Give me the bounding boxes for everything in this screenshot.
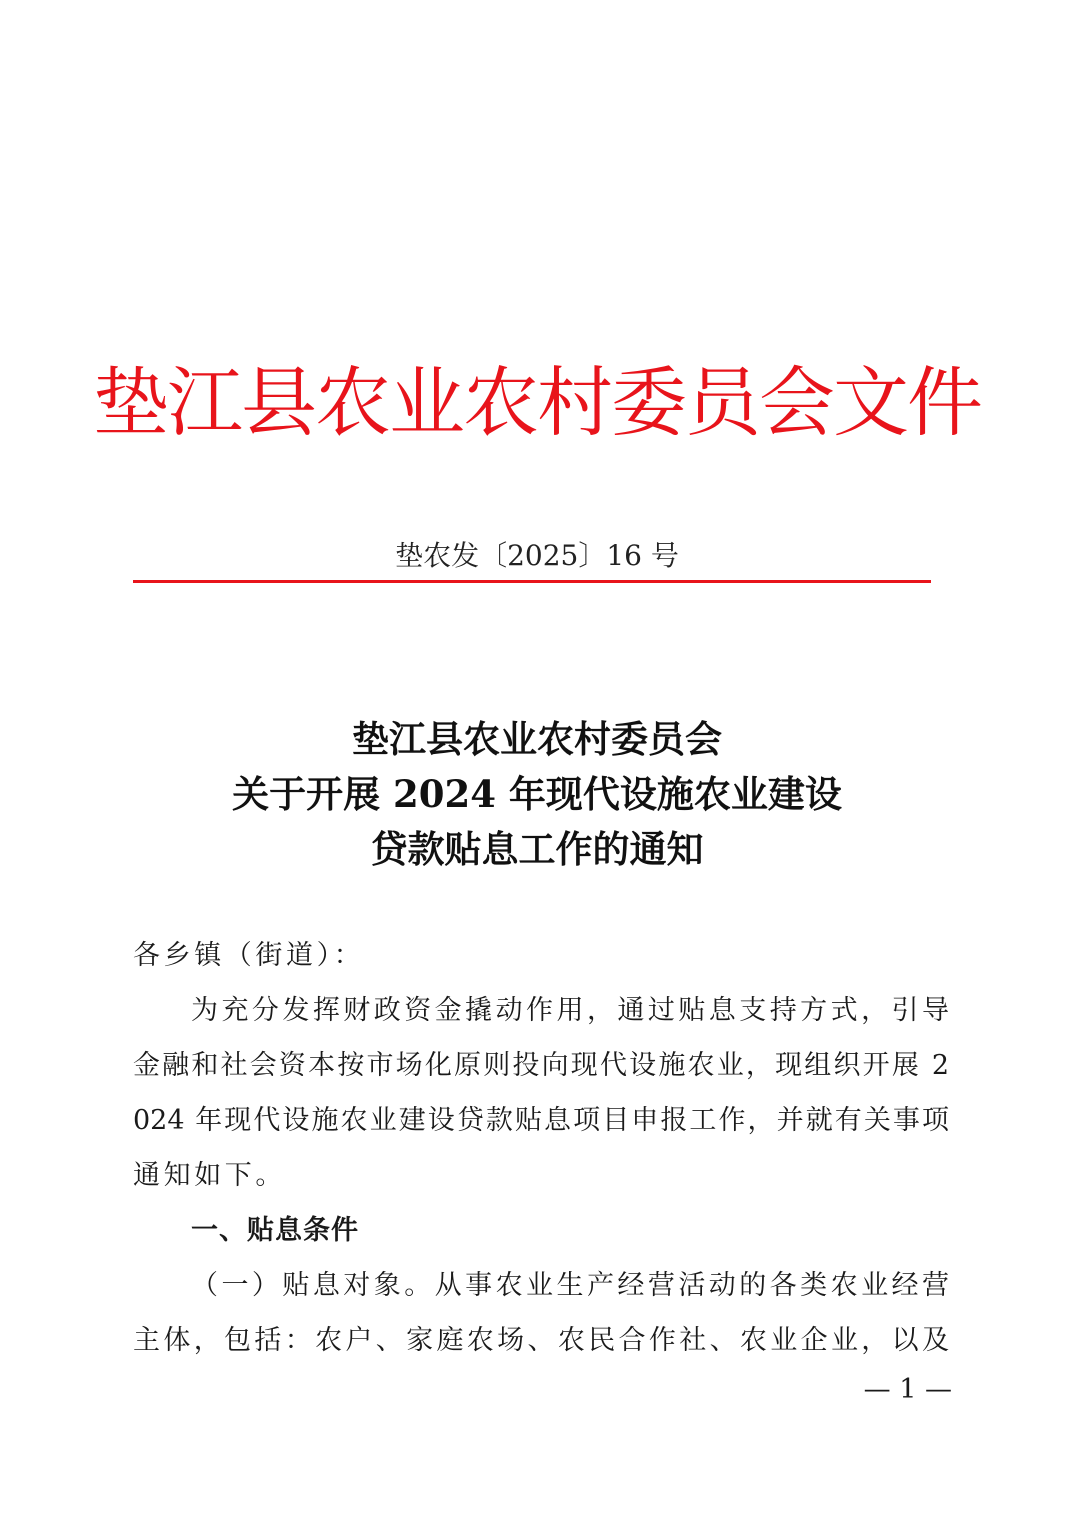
body-line: （一）贴息对象。从事农业生产经营活动的各类农业经营 xyxy=(191,1270,949,1301)
body-line: 主体，包括：农户、家庭农场、农民合作社、农业企业，以及 xyxy=(133,1325,949,1356)
notice-title-line-1: 垫江县农业农村委员会 xyxy=(352,717,722,761)
body-line: 为充分发挥财政资金撬动作用，通过贴息支持方式，引导 xyxy=(191,995,949,1026)
salutation: 各乡镇（街道）： xyxy=(133,940,365,971)
red-separator-rule xyxy=(133,580,931,583)
issuer-header-title: 垫江县农业农村委员会文件 xyxy=(93,358,981,447)
page-number: — 1 — xyxy=(863,1374,952,1405)
notice-title-line-3: 贷款贴息工作的通知 xyxy=(370,827,704,871)
body-line: 024 年现代设施农业建设贷款贴息项目申报工作，并就有关事项 xyxy=(133,1105,949,1136)
document-number: 垫农发〔2025〕16 号 xyxy=(395,539,679,572)
body-line: 通知如下。 xyxy=(133,1160,286,1191)
notice-title-line-2: 关于开展 2024 年现代设施农业建设 xyxy=(232,772,842,816)
notice-title xyxy=(0,712,1074,877)
body-line: 金融和社会资本按市场化原则投向现代设施农业，现组织开展 2 xyxy=(133,1050,949,1081)
section-heading: 一、贴息条件 xyxy=(191,1215,359,1246)
notice-body xyxy=(133,928,949,1368)
